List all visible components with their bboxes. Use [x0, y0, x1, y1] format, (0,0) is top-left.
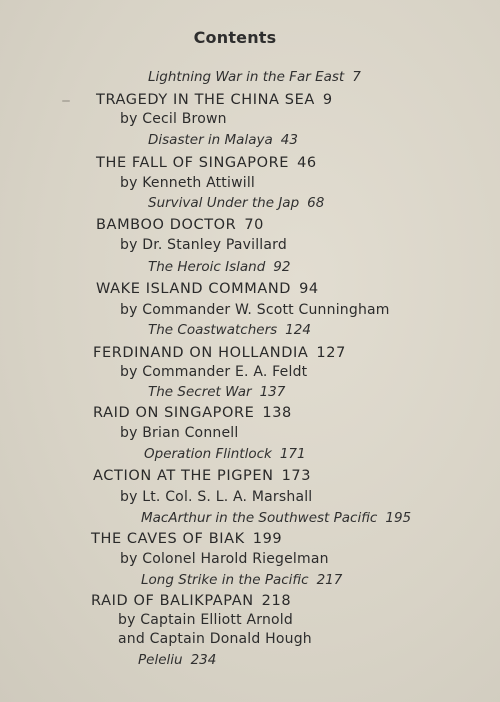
- toc-author: by Commander W. Scott Cunningham: [120, 302, 390, 318]
- toc-section-intro: [144, 448, 306, 462]
- toc-page-number: 173: [281, 468, 312, 484]
- toc-chapter-title: TRAGEDY IN THE CHINA SEA: [96, 92, 315, 108]
- toc-author: by Lt. Col. S. L. A. Marshall: [120, 489, 313, 505]
- toc-chapter-title: WAKE ISLAND COMMAND: [96, 281, 292, 297]
- toc-chapter-title: FERDINAND ON HOLLANDIA: [93, 345, 309, 361]
- toc-section-intro: [141, 512, 411, 526]
- toc-author: by Dr. Stanley Pavillard: [120, 237, 287, 253]
- toc-section-title: MacArthur in the Southwest Pacific: [141, 510, 378, 526]
- toc-page-number: 217: [316, 572, 343, 588]
- toc-chapter: [93, 346, 346, 361]
- toc-chapter: [96, 93, 333, 108]
- toc-page-number: 195: [385, 510, 412, 526]
- toc-author: by Kenneth Attiwill: [120, 175, 256, 191]
- toc-page-number: 46: [297, 155, 317, 171]
- toc-section-title: The Coastwatchers: [148, 322, 278, 338]
- toc-page-number: 171: [279, 446, 306, 462]
- toc-page-number: 68: [307, 195, 325, 211]
- toc-chapter-title: THE FALL OF SINGAPORE: [96, 155, 290, 171]
- toc-section-intro: [138, 654, 216, 668]
- toc-author: by Commander E. A. Feldt: [120, 364, 308, 380]
- toc-section-title: The Secret War: [148, 384, 252, 400]
- toc-section-intro: [148, 261, 290, 275]
- toc-chapter: [91, 594, 291, 609]
- toc-section-intro: [148, 134, 298, 148]
- toc-page-number: 137: [259, 384, 286, 400]
- toc-chapter-title: ACTION AT THE PIGPEN: [93, 468, 274, 484]
- toc-page-number: 9: [322, 92, 333, 108]
- toc-author: by Brian Connell: [120, 425, 239, 441]
- toc-page-number: 234: [190, 652, 217, 668]
- toc-chapter: [96, 218, 264, 233]
- toc-chapter: [93, 469, 311, 484]
- toc-chapter: [93, 406, 292, 421]
- toc-page-number: 43: [280, 132, 298, 148]
- toc-author: by Colonel Harold Riegelman: [120, 551, 329, 567]
- toc-chapter: [91, 532, 282, 547]
- toc-page-number: 7: [352, 69, 361, 85]
- toc-author: and Captain Donald Hough: [118, 631, 312, 647]
- toc-chapter-title: THE CAVES OF BIAK: [91, 531, 245, 547]
- toc-page-number: 92: [273, 259, 291, 275]
- toc-chapter-title: RAID OF BALIKPAPAN: [91, 593, 254, 609]
- toc-section-title: Disaster in Malaya: [148, 132, 273, 148]
- toc-section-title: Peleliu: [138, 652, 183, 668]
- toc-section-title: The Heroic Island: [148, 259, 266, 275]
- toc-page-number: 199: [252, 531, 283, 547]
- toc-page-number: 138: [262, 405, 292, 421]
- toc-chapter: [96, 282, 319, 297]
- toc-section-intro: [148, 71, 361, 85]
- toc-section-intro: [148, 197, 324, 211]
- toc-section-title: Operation Flintlock: [144, 446, 272, 462]
- toc-page-number: 124: [285, 322, 311, 338]
- page-blemish: [62, 100, 70, 102]
- toc-section-intro: [148, 324, 311, 338]
- toc-author: by Captain Elliott Arnold: [118, 612, 293, 628]
- toc-page-number: 218: [261, 593, 292, 609]
- page-title: Contents: [193, 28, 277, 47]
- toc-chapter-title: BAMBOO DOCTOR: [96, 217, 237, 233]
- toc-page-number: 94: [299, 281, 319, 297]
- toc-chapter: [96, 156, 317, 171]
- toc-author: by Cecil Brown: [120, 111, 227, 127]
- toc-page-number: 70: [244, 217, 265, 233]
- toc-section-title: Lightning War in the Far East: [148, 69, 345, 85]
- toc-section-intro: [148, 386, 285, 400]
- toc-chapter-title: RAID ON SINGAPORE: [93, 405, 255, 421]
- toc-section-title: Long Strike in the Pacific: [141, 572, 309, 588]
- toc-section-intro: [141, 574, 342, 588]
- toc-section-title: Survival Under the Jap: [148, 195, 300, 211]
- toc-page-number: 127: [316, 345, 346, 361]
